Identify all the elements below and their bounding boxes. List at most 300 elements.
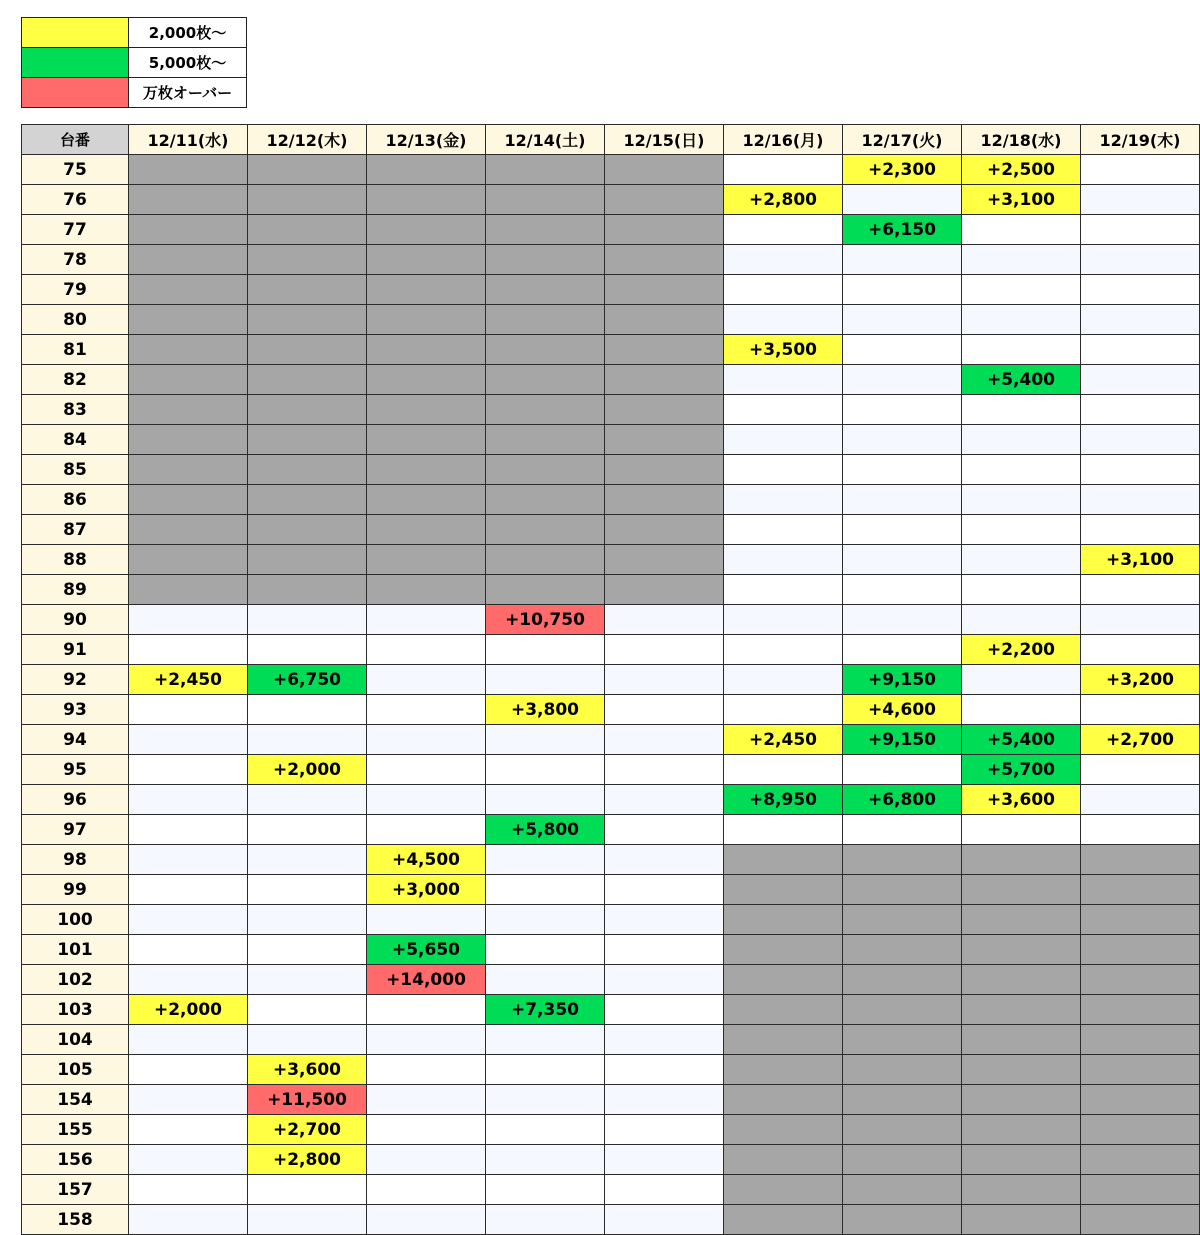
machine-number: 96 [22, 785, 129, 815]
machine-number: 154 [22, 1085, 129, 1115]
result-cell [962, 695, 1081, 725]
result-cell [605, 1085, 724, 1115]
result-cell: +8,950 [724, 785, 843, 815]
result-cell [367, 605, 486, 635]
result-cell [367, 515, 486, 545]
result-cell [843, 305, 962, 335]
machine-number: 158 [22, 1205, 129, 1235]
result-cell [486, 935, 605, 965]
table-row [22, 305, 1200, 335]
result-cell [605, 515, 724, 545]
result-cell [486, 425, 605, 455]
result-cell: +4,600 [843, 695, 962, 725]
result-cell [962, 1055, 1081, 1085]
machine-number: 103 [22, 995, 129, 1025]
result-cell [605, 785, 724, 815]
result-cell [605, 455, 724, 485]
result-cell [1081, 995, 1200, 1025]
result-cell [843, 485, 962, 515]
result-cell [367, 995, 486, 1025]
result-cell [724, 275, 843, 305]
table-row [22, 755, 1200, 785]
result-cell: +3,600 [248, 1055, 367, 1085]
result-cell [129, 185, 248, 215]
result-cell [843, 605, 962, 635]
result-cell [605, 425, 724, 455]
result-cell [962, 455, 1081, 485]
legend-row [22, 78, 247, 108]
result-cell [843, 635, 962, 665]
machine-number: 79 [22, 275, 129, 305]
machine-number: 92 [22, 665, 129, 695]
result-cell [129, 635, 248, 665]
result-cell [1081, 1175, 1200, 1205]
result-cell [367, 425, 486, 455]
result-cell [962, 395, 1081, 425]
result-cell [724, 575, 843, 605]
result-cell [248, 455, 367, 485]
machine-number: 80 [22, 305, 129, 335]
result-cell [1081, 365, 1200, 395]
machine-number: 87 [22, 515, 129, 545]
result-cell [962, 875, 1081, 905]
result-cell [248, 635, 367, 665]
result-cell [605, 815, 724, 845]
result-cell: +7,350 [486, 995, 605, 1025]
result-cell [605, 395, 724, 425]
table-row [22, 995, 1200, 1025]
result-cell [605, 875, 724, 905]
result-cell [605, 155, 724, 185]
date-header: 12/15(日) [605, 125, 724, 155]
result-cell [724, 1175, 843, 1205]
table-row [22, 845, 1200, 875]
result-cell [724, 665, 843, 695]
result-cell [724, 695, 843, 725]
legend-swatch [22, 48, 129, 78]
result-cell [248, 305, 367, 335]
result-cell [605, 185, 724, 215]
result-cell [605, 995, 724, 1025]
result-cell [486, 305, 605, 335]
result-cell: +3,200 [1081, 665, 1200, 695]
result-cell [367, 365, 486, 395]
result-cell [367, 575, 486, 605]
table-row [22, 1025, 1200, 1055]
result-cell [129, 545, 248, 575]
result-cell [367, 455, 486, 485]
result-cell [486, 335, 605, 365]
result-cell [367, 815, 486, 845]
result-cell [129, 365, 248, 395]
result-cell: +2,200 [962, 635, 1081, 665]
result-cell [605, 365, 724, 395]
result-cell [129, 845, 248, 875]
machine-number: 95 [22, 755, 129, 785]
result-cell [129, 155, 248, 185]
result-cell [724, 485, 843, 515]
legend-row [22, 48, 247, 78]
result-cell [1081, 605, 1200, 635]
result-cell [1081, 155, 1200, 185]
result-cell [367, 725, 486, 755]
table-row [22, 185, 1200, 215]
result-cell: +2,300 [843, 155, 962, 185]
result-cell [248, 215, 367, 245]
result-cell [962, 845, 1081, 875]
result-cell: +3,000 [367, 875, 486, 905]
result-cell [962, 1175, 1081, 1205]
result-cell [1081, 635, 1200, 665]
result-cell [367, 155, 486, 185]
result-cell [367, 1175, 486, 1205]
result-cell [843, 275, 962, 305]
machine-number: 101 [22, 935, 129, 965]
result-cell: +2,800 [724, 185, 843, 215]
table-row [22, 1145, 1200, 1175]
result-cell [605, 245, 724, 275]
result-cell [486, 755, 605, 785]
result-cell [962, 665, 1081, 695]
table-row [22, 965, 1200, 995]
result-cell [1081, 1055, 1200, 1085]
result-cell [724, 875, 843, 905]
table-row [22, 545, 1200, 575]
result-cell [962, 935, 1081, 965]
date-header: 12/13(金) [367, 125, 486, 155]
table-row [22, 725, 1200, 755]
result-cell [843, 545, 962, 575]
table-row [22, 1175, 1200, 1205]
result-cell [248, 965, 367, 995]
result-cell [962, 305, 1081, 335]
result-cell [248, 1175, 367, 1205]
machine-number: 84 [22, 425, 129, 455]
result-cell [605, 935, 724, 965]
table-row [22, 905, 1200, 935]
result-cell [129, 785, 248, 815]
result-cell [486, 665, 605, 695]
result-cell [486, 965, 605, 995]
table-row [22, 605, 1200, 635]
result-cell: +2,700 [248, 1115, 367, 1145]
result-cell: +2,450 [129, 665, 248, 695]
result-cell [843, 245, 962, 275]
result-cell [248, 605, 367, 635]
result-cell [367, 335, 486, 365]
result-cell [724, 1055, 843, 1085]
result-cell [367, 545, 486, 575]
result-cell [486, 185, 605, 215]
result-cell: +4,500 [367, 845, 486, 875]
result-cell [724, 545, 843, 575]
result-cell: +9,150 [843, 665, 962, 695]
result-cell [724, 425, 843, 455]
result-cell [605, 305, 724, 335]
result-cell [724, 755, 843, 785]
result-cell [962, 545, 1081, 575]
result-cell [1081, 245, 1200, 275]
table-row [22, 365, 1200, 395]
result-cell [367, 1145, 486, 1175]
legend-row [22, 18, 247, 48]
result-cell [843, 1055, 962, 1085]
machine-number: 156 [22, 1145, 129, 1175]
result-cell [843, 875, 962, 905]
result-cell [724, 155, 843, 185]
result-cell [486, 575, 605, 605]
result-cell [1081, 305, 1200, 335]
legend-swatch [22, 78, 129, 108]
result-cell [605, 1145, 724, 1175]
result-cell [724, 845, 843, 875]
result-cell [1081, 965, 1200, 995]
result-cell [962, 215, 1081, 245]
result-cell [129, 395, 248, 425]
result-cell [367, 1205, 486, 1235]
result-cell [367, 1085, 486, 1115]
machine-number: 100 [22, 905, 129, 935]
result-cell [367, 905, 486, 935]
result-cell [248, 905, 367, 935]
result-cell: +2,000 [129, 995, 248, 1025]
result-cell [486, 785, 605, 815]
result-cell [843, 1085, 962, 1115]
result-cell [724, 245, 843, 275]
result-cell [962, 575, 1081, 605]
result-cell [486, 1205, 605, 1235]
table-row [22, 1115, 1200, 1145]
result-cell [248, 395, 367, 425]
result-cell [962, 605, 1081, 635]
table-row [22, 1205, 1200, 1235]
result-cell [962, 1025, 1081, 1055]
result-cell [724, 1205, 843, 1235]
result-cell [129, 875, 248, 905]
result-cell [129, 1115, 248, 1145]
result-cell [843, 575, 962, 605]
result-cell [605, 215, 724, 245]
table-row [22, 275, 1200, 305]
result-cell [248, 1025, 367, 1055]
result-cell [367, 305, 486, 335]
result-cell [962, 1085, 1081, 1115]
result-cell [1081, 1085, 1200, 1115]
result-cell: +5,700 [962, 755, 1081, 785]
result-cell [724, 905, 843, 935]
table-row [22, 515, 1200, 545]
result-cell [843, 395, 962, 425]
result-cell [486, 1175, 605, 1205]
result-cell [605, 1115, 724, 1145]
result-cell [486, 215, 605, 245]
result-cell [367, 635, 486, 665]
result-cell [962, 1205, 1081, 1235]
result-cell: +5,400 [962, 725, 1081, 755]
result-cell [129, 305, 248, 335]
result-cell [605, 275, 724, 305]
result-cell: +2,450 [724, 725, 843, 755]
machine-number: 94 [22, 725, 129, 755]
result-cell: +10,750 [486, 605, 605, 635]
result-cell [843, 815, 962, 845]
result-cell [605, 725, 724, 755]
result-cell [724, 605, 843, 635]
result-cell [962, 515, 1081, 545]
machine-number: 90 [22, 605, 129, 635]
result-cell [248, 365, 367, 395]
result-cell [129, 1205, 248, 1235]
result-cell [843, 755, 962, 785]
result-cell [605, 1175, 724, 1205]
result-cell [843, 425, 962, 455]
legend-label: 5,000枚～ [129, 48, 247, 78]
result-cell [486, 365, 605, 395]
result-cell [1081, 1025, 1200, 1055]
result-cell [1081, 485, 1200, 515]
result-cell [724, 455, 843, 485]
result-cell [129, 425, 248, 455]
result-cell [605, 635, 724, 665]
result-cell [1081, 845, 1200, 875]
result-cell [843, 1115, 962, 1145]
result-cell [843, 1025, 962, 1055]
date-header: 12/19(木) [1081, 125, 1200, 155]
result-cell [129, 575, 248, 605]
result-cell [248, 995, 367, 1025]
result-cell [486, 1085, 605, 1115]
result-cell [724, 995, 843, 1025]
results-table [21, 124, 1200, 1235]
result-cell [605, 695, 724, 725]
result-cell: +11,500 [248, 1085, 367, 1115]
result-cell [605, 845, 724, 875]
machine-number-header: 台番 [22, 125, 129, 155]
result-cell [1081, 1115, 1200, 1145]
machine-number: 75 [22, 155, 129, 185]
result-cell [1081, 905, 1200, 935]
result-cell [129, 215, 248, 245]
result-cell [1081, 1145, 1200, 1175]
table-row [22, 215, 1200, 245]
result-cell [129, 455, 248, 485]
table-row [22, 1055, 1200, 1085]
result-cell [129, 515, 248, 545]
result-cell: +3,100 [1081, 545, 1200, 575]
result-cell [248, 575, 367, 605]
result-cell [962, 245, 1081, 275]
result-cell [724, 815, 843, 845]
result-cell [843, 515, 962, 545]
table-row [22, 935, 1200, 965]
machine-number: 99 [22, 875, 129, 905]
result-cell [129, 1025, 248, 1055]
result-cell [843, 455, 962, 485]
table-row [22, 1085, 1200, 1115]
result-cell [843, 185, 962, 215]
result-cell [724, 1085, 843, 1115]
result-cell [843, 965, 962, 995]
result-cell: +3,800 [486, 695, 605, 725]
date-header: 12/16(月) [724, 125, 843, 155]
result-cell [129, 275, 248, 305]
result-cell [248, 845, 367, 875]
result-cell: +3,500 [724, 335, 843, 365]
result-cell [843, 365, 962, 395]
table-row [22, 665, 1200, 695]
table-row [22, 485, 1200, 515]
machine-number: 83 [22, 395, 129, 425]
result-cell [605, 335, 724, 365]
result-cell [129, 1145, 248, 1175]
result-cell [129, 815, 248, 845]
result-cell [367, 215, 486, 245]
result-cell [1081, 755, 1200, 785]
table-row [22, 335, 1200, 365]
result-cell: +5,650 [367, 935, 486, 965]
result-cell [367, 395, 486, 425]
result-cell [367, 485, 486, 515]
result-cell [1081, 575, 1200, 605]
table-row [22, 395, 1200, 425]
result-cell [248, 695, 367, 725]
result-cell [962, 995, 1081, 1025]
result-cell [724, 215, 843, 245]
result-cell [1081, 695, 1200, 725]
result-cell [248, 335, 367, 365]
result-cell [486, 1025, 605, 1055]
result-cell [605, 665, 724, 695]
result-cell [486, 1115, 605, 1145]
machine-number: 104 [22, 1025, 129, 1055]
result-cell [1081, 875, 1200, 905]
result-cell: +2,500 [962, 155, 1081, 185]
result-cell: +3,600 [962, 785, 1081, 815]
result-cell [843, 995, 962, 1025]
result-cell [129, 725, 248, 755]
table-row [22, 575, 1200, 605]
table-row [22, 815, 1200, 845]
result-cell: +3,100 [962, 185, 1081, 215]
result-cell [843, 1175, 962, 1205]
result-cell: +14,000 [367, 965, 486, 995]
result-cell [605, 905, 724, 935]
result-cell [605, 1055, 724, 1085]
result-cell [605, 1025, 724, 1055]
table-row [22, 695, 1200, 725]
date-header: 12/17(火) [843, 125, 962, 155]
result-cell [724, 935, 843, 965]
result-cell [843, 935, 962, 965]
result-cell [962, 485, 1081, 515]
result-cell [843, 845, 962, 875]
table-row [22, 425, 1200, 455]
result-cell [367, 185, 486, 215]
result-cell [724, 635, 843, 665]
result-cell [248, 875, 367, 905]
result-cell [843, 335, 962, 365]
result-cell [248, 425, 367, 455]
machine-number: 76 [22, 185, 129, 215]
result-cell: +2,700 [1081, 725, 1200, 755]
result-cell [486, 455, 605, 485]
result-cell: +2,800 [248, 1145, 367, 1175]
result-cell [724, 965, 843, 995]
result-cell [248, 545, 367, 575]
result-cell [367, 1025, 486, 1055]
result-cell [962, 275, 1081, 305]
result-cell [248, 785, 367, 815]
